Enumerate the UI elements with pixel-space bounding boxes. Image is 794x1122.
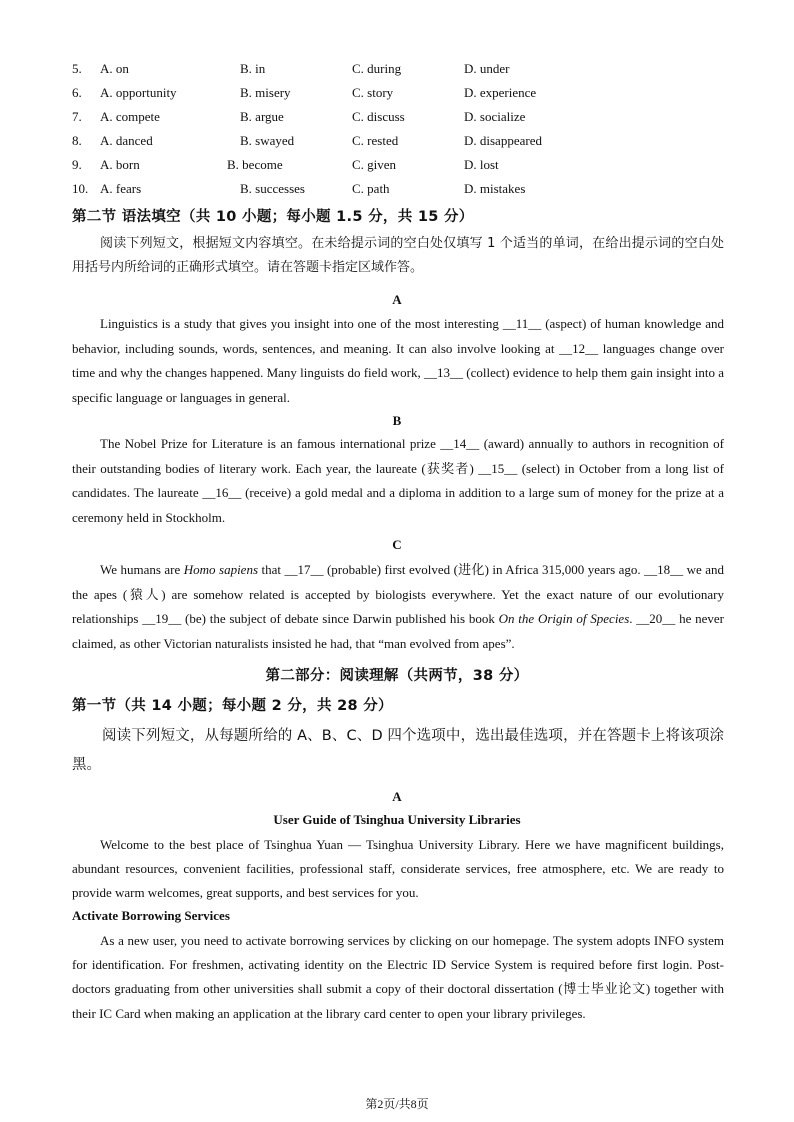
option-d: D. mistakes xyxy=(464,181,526,196)
question-number: 7. xyxy=(72,109,82,124)
page-footer: 第2页/共8页 xyxy=(365,1097,429,1111)
passage-letter-a: A xyxy=(392,292,402,307)
option-c: C. given xyxy=(352,157,397,172)
option-c: C. during xyxy=(352,61,402,76)
option-a: A. compete xyxy=(100,109,160,124)
option-b: B. become xyxy=(227,157,283,172)
option-d: D. socialize xyxy=(464,109,526,124)
question-number: 6. xyxy=(72,85,82,100)
option-a: A. danced xyxy=(100,133,153,148)
passage-c xyxy=(72,558,724,656)
part2-title: 第二部分：阅读理解（共两节，38 分） xyxy=(265,668,529,684)
passage-letter-c: C xyxy=(392,537,402,552)
passage-a: Linguistics is a study that gives you insight into one of the most interesting __11__ (aspect) of human knowledge and behavior, including sounds, words, sentences, and meaning. It can also involve looking at __12__ languages change over time and why the changes happened. Many linguists do field work, __13__ (collect) evidence to help them gain insight into a specific language or languages in general. xyxy=(72,316,725,405)
option-d: D. under xyxy=(464,61,510,76)
option-d: D. experience xyxy=(464,85,537,100)
option-b: B. swayed xyxy=(240,133,295,148)
guide-title: User Guide of Tsinghua University Libraries xyxy=(273,812,521,827)
section-title-grammar: 第二节 语法填空（共 10 小题；每小题 1.5 分，共 15 分） xyxy=(72,209,474,225)
option-c: C. path xyxy=(352,181,390,196)
option-c: C. rested xyxy=(352,133,399,148)
passage-c-italic-1: Homo sapiens xyxy=(183,562,259,577)
activate-title: Activate Borrowing Services xyxy=(72,908,230,923)
option-b: B. successes xyxy=(240,181,305,196)
option-d: D. lost xyxy=(464,157,499,172)
option-a: A. opportunity xyxy=(100,85,177,100)
option-a: A. fears xyxy=(100,181,142,196)
passage-letter-b: B xyxy=(392,413,402,428)
passage-c-text-2: that __17__ (probable) first evolved (进化) in Africa 315,000 years ago. __18__ we and the apes (猿人) are somehow related is accepted by biologists everywhere. Yet the exact nature of our evolutionary relationships __19__ (be) the subject of debate since Darwin published his book xyxy=(72,562,725,626)
option-a: A. on xyxy=(100,61,129,76)
grammar-instructions: 阅读下列短文，根据短文内容填空。在未给提示词的空白处仅填写 1 个适当的单词，在给出提示词的空白处用括号内所给词的正确形式填空。请在答题卡指定区域作答。 xyxy=(72,236,724,275)
question-number: 10. xyxy=(72,181,89,196)
option-c: C. story xyxy=(352,85,394,100)
reading-instructions: 阅读下列短文，从每题所给的 A、B、C、D 四个选项中，选出最佳选项，并在答题卡上将该项涂黑。 xyxy=(72,728,724,773)
option-b: B. misery xyxy=(240,85,291,100)
guide-intro: Welcome to the best place of Tsinghua Yuan — Tsinghua University Library. Here we have magnificent buildings, abundant resources, convenient facilities, professional staff, considerate services, free atmosphere, etc. We are ready to provide warm welcomes, great supports, and best services for you. xyxy=(72,837,724,901)
option-b: B. in xyxy=(240,61,266,76)
question-number: 5. xyxy=(72,61,82,76)
section-title-reading: 第一节（共 14 小题；每小题 2 分，共 28 分） xyxy=(72,698,393,714)
option-d: D. disappeared xyxy=(464,133,542,148)
reading-letter-a: A xyxy=(392,789,402,804)
question-number: 9. xyxy=(72,157,82,172)
passage-c-italic-2: On the Origin of Species xyxy=(498,611,630,626)
question-number: 8. xyxy=(72,133,82,148)
option-c: C. discuss xyxy=(352,109,405,124)
activate-text: As a new user, you need to activate borrowing services by clicking on our homepage. The system adopts INFO system for identification. For freshmen, activating identity on the Electric ID Service System is required before first login. Post-doctors graduating from other universities shall submit a copy of their doctoral dissertation (博士毕业论文) together with their IC Card when making an application at the library card center to open your library privileges. xyxy=(72,933,724,1021)
passage-c-text-3: . __20__ he never claimed, as other Victorian naturalists insisted he had, that “man evolved from apes”. xyxy=(72,611,724,651)
passage-b: The Nobel Prize for Literature is an famous international prize __14__ (award) annually to authors in recognition of their outstanding bodies of literary work. Each year, the laureate (获奖者) __15__ (select) in October from a long list of candidates. The laureate __16__ (receive) a gold medal and a diploma in addition to a large sum of money for the prize at a ceremony held in Stockholm. xyxy=(72,436,724,525)
option-b: B. argue xyxy=(240,109,284,124)
passage-c-text-1: We humans are xyxy=(100,562,184,577)
option-a: A. born xyxy=(100,157,140,172)
